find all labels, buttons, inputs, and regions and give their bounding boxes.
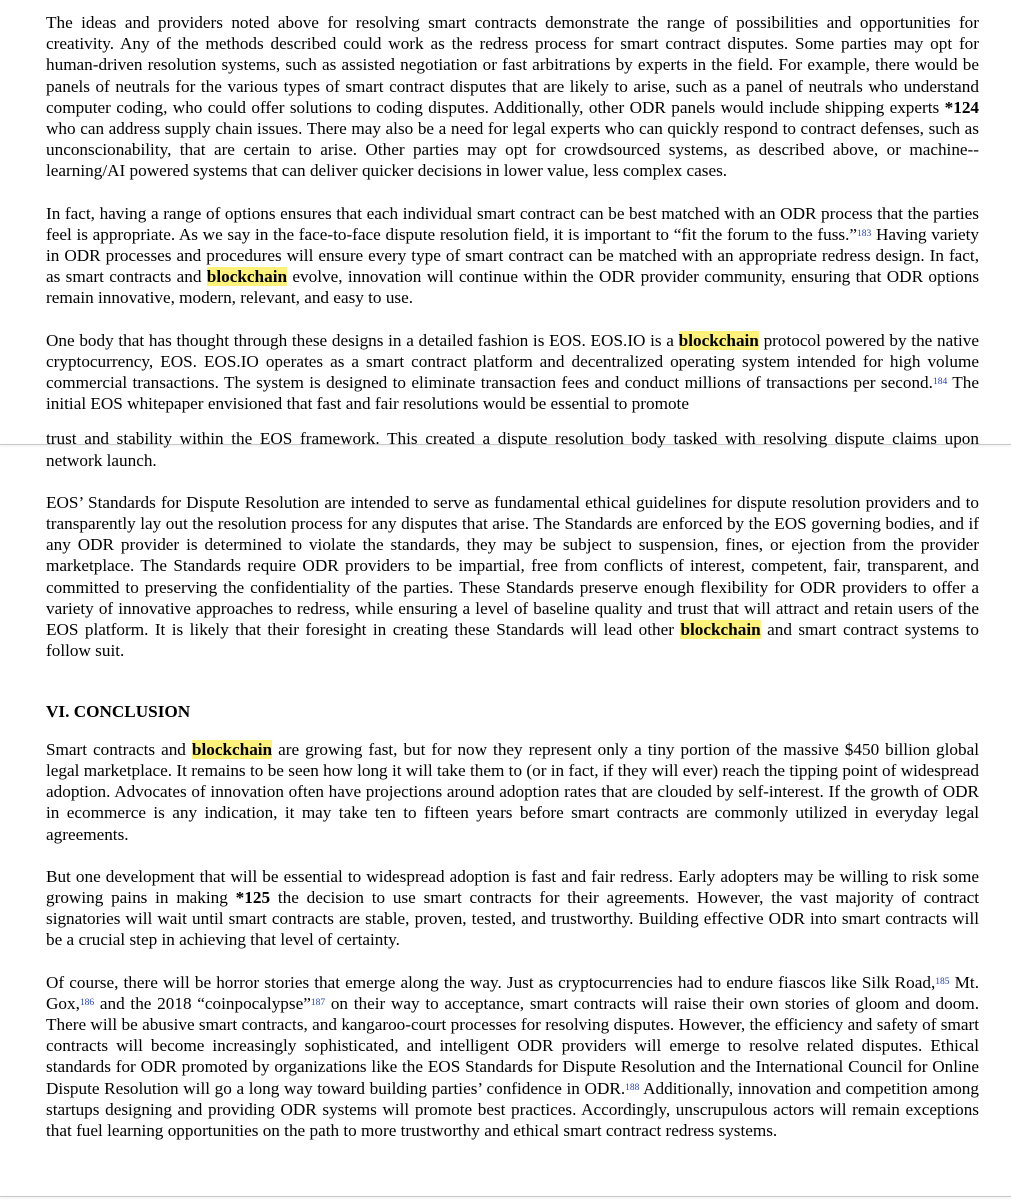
search-highlight: blockchain bbox=[680, 620, 761, 640]
footnote-link[interactable]: 186 bbox=[79, 997, 95, 1008]
paragraph-range-of-options: In fact, having a range of options ensures that each individual smart contract can be best matched with an ODR process that the parties feel is appropriate. As we say in the face-to-face dispute resolution field, it is important to “fit the forum to the fuss.”$^{183}$ Having variety in ODR processes and procedures will ensure every type of smart contract can be matched with an appropriate redress design. In fact, as smart contracts and blockchain evolve, innovation will continue within the ODR provider community, ensuring that ODR options remain innovative, modern, relevant, and easy to use. bbox=[46, 203, 980, 308]
search-highlight: blockchain bbox=[678, 330, 759, 350]
star-page-marker: *124 bbox=[944, 97, 979, 117]
star-page-marker: *125 bbox=[235, 887, 271, 907]
footnote-link[interactable]: 187 bbox=[310, 997, 326, 1008]
paragraph-ideas-and-providers: The ideas and providers noted above for resolving smart contracts demonstrate the range of possibilities and opportunities for creativity. Any of the methods described could work as the redress process for smart contract disputes. Some parties may opt for human-driven resolution systems, such as assisted negotiation or fast arbitrations by experts in the field. For example, there would be panels of neutrals for the various types of smart contract disputes that are likely to arise, such as a panel of neutrals who understand computer coding, who could offer solutions to coding disputes. Additionally, other ODR panels would include shipping experts *124 who can address supply chain issues. There may also be a need for legal experts who can quickly respond to contract defenses, such as unconscionability, that are certain to arise. Other parties may opt for crowdsourced systems, as described above, or machine-- learning/AI powered systems that can deliver quicker decisions in lower value, less complex cases. bbox=[46, 13, 979, 181]
footnote-link[interactable]: 188 bbox=[625, 1082, 640, 1093]
footnote-link[interactable]: 184 bbox=[932, 377, 948, 388]
search-highlight: blockchain bbox=[206, 267, 288, 287]
search-highlight: blockchain bbox=[191, 739, 273, 759]
paragraph-fast-fair-redress: But one development that will be essential to widespread adoption is fast and fair redress. Early adopters may be willing to risk some growing pains in making *125 the decision to use smart contracts for their agreements. However, the vast majority of contract signatories will wait until smart contracts are stable, proven, tested, and trustworthy. Building effective ODR into smart contracts will be a crucial step in achieving that level of certainty. bbox=[46, 866, 979, 950]
section-heading-conclusion: VI. CONCLUSION bbox=[46, 702, 191, 722]
paragraph-eos: One body that has thought through these designs in a detailed fashion is EOS. EOS.IO is a blockchain protocol powered by the native cryptocurrency, EOS. EOS.IO operates as a smart contract platform and decentralized operating system intended for high volume commercial transactions. The system is designed to eliminate transaction fees and conduct millions of transactions per second.$^{184}$ The initial EOS whitepaper envisioned that fast and fair resolutions would be essential to promote bbox=[46, 330, 979, 414]
paragraph-horror-stories: Of course, there will be horror stories that emerge along the way. Just as cryptocurrencies had to endure fiascos like Silk Road,$^{185}$ Mt. Gox,$^{186}$ and the 2018 “coinpocalypse”$^{187}$ on their way to acceptance, smart contracts will raise their own stories of gloom and doom. There will be abusive smart contracts, and kangaroo-court processes for resolving disputes. However, the efficiency and safety of smart contracts will become increasingly sophisticated, and intelligent ODR providers will emerge to resolve related disputes. Ethical standards for ODR promoted by organizations like the EOS Standards for Dispute Resolution and the International Council for Online Dispute Resolution will go a long way toward building parties’ confidence in ODR.$^{188}$ Additionally, innovation and competition among startups designing and providing ODR systems will promote best practices. Accordingly, unscrupulous actors will remain exceptions that fuel learning opportunities on the path to more trustworthy and ethical smart contract redress systems. bbox=[46, 972, 979, 1140]
document-body bbox=[46, 12, 979, 1162]
footnote-link[interactable]: 183 bbox=[857, 228, 872, 239]
paragraph-eos-continued: trust and stability within the EOS framework. This created a dispute resolution body tasked with resolving dispute claims upon network launch. bbox=[46, 429, 979, 470]
paragraph-eos-standards: EOS’ Standards for Dispute Resolution are intended to serve as fundamental ethical guidelines for dispute resolution providers and to transparently lay out the resolution process for any disputes that arise. The Standards are enforced by the EOS governing bodies, and if any ODR provider is determined to violate the standards, they may be subject to suspension, fines, or ejection from the provider marketplace. The Standards require ODR providers to be impartial, free from conflicts of interest, competent, fair, transparent, and committed to preserving the confidentiality of the parties. These Standards preserve enough flexibility for ODR providers to offer a variety of innovative approaches to redress, while ensuring a level of baseline quality and trust that will attract and retain users of the EOS platform. It is likely that their foresight in creating these Standards will lead other blockchain and smart contract systems to follow suit. bbox=[46, 492, 979, 661]
footnote-link[interactable]: 185 bbox=[935, 976, 950, 987]
paragraph-smart-contracts-growing: Smart contracts and blockchain are growing fast, but for now they represent only a tiny portion of the massive $450 billion global legal marketplace. It remains to be seen how long it will take them to (or in fact, if they will ever) reach the tipping point of widespread adoption. Advocates of innovation often have projections around adoption rates that are clouded by self-interest. If the growth of ODR in ecommerce is any indication, it may take ten to fifteen years before smart contracts are commonly utilized in everyday legal agreements. bbox=[46, 739, 979, 844]
page-bottom-divider bbox=[0, 1196, 1011, 1197]
